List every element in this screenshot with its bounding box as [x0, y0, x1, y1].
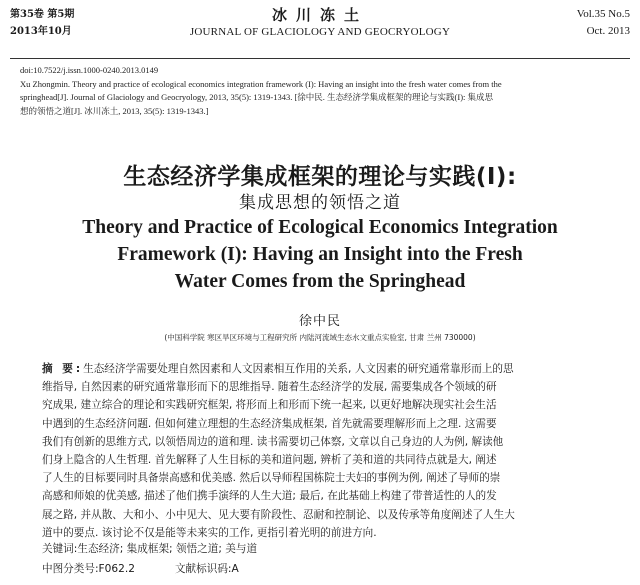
header-journal — [10, 6, 630, 40]
title-en-line: Theory and Practice of Ecological Economics Integration — [82, 217, 558, 238]
abstract-line: 维指导, 自然因素的研究通常靠形而下的思维指导. 随着生态经济学的发展, 需要集成各个领域的研 — [42, 381, 497, 394]
title-en-line: Water Comes from the Springhead — [174, 271, 466, 292]
running-header — [10, 4, 630, 56]
author-name: 徐中民 — [298, 314, 341, 329]
doc-code-label: 文献标识码: — [174, 563, 232, 575]
abstract-line: 展之路, 并从散、大和小、小中见大、见大要有阶段性、忍耐和控制论、以及传承等角度阐述了人生大 — [42, 508, 515, 521]
header-rule — [10, 58, 630, 59]
abstract-line: 了人生的目标要同时具备崇高感和优美感. 然后以导师程国栋院士夫妇的事例为例, 阐述了导师的崇 — [42, 472, 501, 485]
abstract-line: 究成果, 建立综合的理论和实践研究框架, 将形而上和形而下统一起来, 以更好地解决现实社会生活 — [42, 399, 497, 412]
classification-line — [42, 560, 624, 578]
doi-line: doi:10.7522/j.issn.1000-0240.2013.0149 — [20, 65, 159, 75]
header-issue-en — [577, 6, 630, 40]
doc-code-value: A — [231, 563, 239, 575]
header-date-en: Oct. 2013 — [586, 25, 630, 37]
abstract — [42, 360, 624, 542]
keywords-label: 关键词: — [42, 543, 78, 555]
abstract-line: 道中的要点. 该讨论不仅是能等未来实的工作, 更指引着光明的前进方向. — [42, 526, 377, 539]
citation-block — [20, 64, 620, 118]
paper-title-en — [0, 214, 640, 295]
citation-line: 想的领悟之道[J]. 冰川冻土, 2013, 35(5): 1319-1343.] — [20, 105, 209, 116]
paper-subtitle-cn: 集成思想的领悟之道 — [239, 193, 401, 213]
abstract-line: 我们有创新的思维方式, 以领悟周边的道和理. 读书需要切己体察, 文章以自己身边的人为例, 解读他 — [42, 435, 504, 448]
keywords-value: 生态经济; 集成框架; 领悟之道; 美与道 — [77, 543, 258, 555]
abstract-line: 们身上隐含的人生哲理. 首先解释了人生目标的美和道问题, 辨析了美和道的共同待点就是大, 阐述 — [42, 454, 497, 467]
abstract-first-line — [42, 360, 624, 378]
citation-line: Xu Zhongmin. Theory and practice of ecological economics integration framework (I): Having an insight into the fresh water comes from the — [20, 78, 502, 89]
classification-value: F062.2 — [98, 563, 135, 575]
abstract-label: 摘 要: — [42, 363, 84, 375]
paper-title-cn: 生态经济学集成框架的理论与实践(I): — [123, 164, 517, 190]
abstract-text: 生态经济学需要处理自然因素和人文因素相互作用的关系, 人文因素的研究通常靠形而上的思 — [83, 363, 514, 375]
classification-label: 中图分类号: — [42, 563, 99, 575]
abstract-line: 高感和师娘的优美感, 描述了他们携手演绎的人生大道; 最后, 在此基础上构建了带普适性的人的发 — [42, 490, 497, 503]
keywords-line — [42, 540, 624, 558]
header-volume-en: Vol.35 No.5 — [576, 8, 630, 20]
header-volume-cn: 第35卷 第5期 — [10, 9, 75, 20]
header-date-cn: 2013年10月 — [10, 26, 72, 37]
citation-line: springhead[J]. Journal of Glaciology and Geocryology, 2013, 35(5): 1319-1343. [徐中民. 生态经济学集成框架的理论与实践(I): 集成思 — [20, 92, 494, 103]
abstract-line: 中遇到的生态经济问题. 但如何建立理想的生态经济集成框架, 首先就需要理解形而上之理. 这需要 — [42, 417, 497, 430]
title-en-line: Framework (I): Having an Insight into the Fresh — [117, 244, 523, 265]
author-affiliation: (中国科学院 寒区旱区环境与工程研究所 内陆河流域生态水文重点实验室, 甘肃 兰州 730000) — [164, 333, 476, 342]
journal-name-cn: 冰川冻土 — [271, 6, 368, 24]
journal-name-en: JOURNAL OF GLACIOLOGY AND GEOCRYOLOGY — [189, 26, 451, 38]
